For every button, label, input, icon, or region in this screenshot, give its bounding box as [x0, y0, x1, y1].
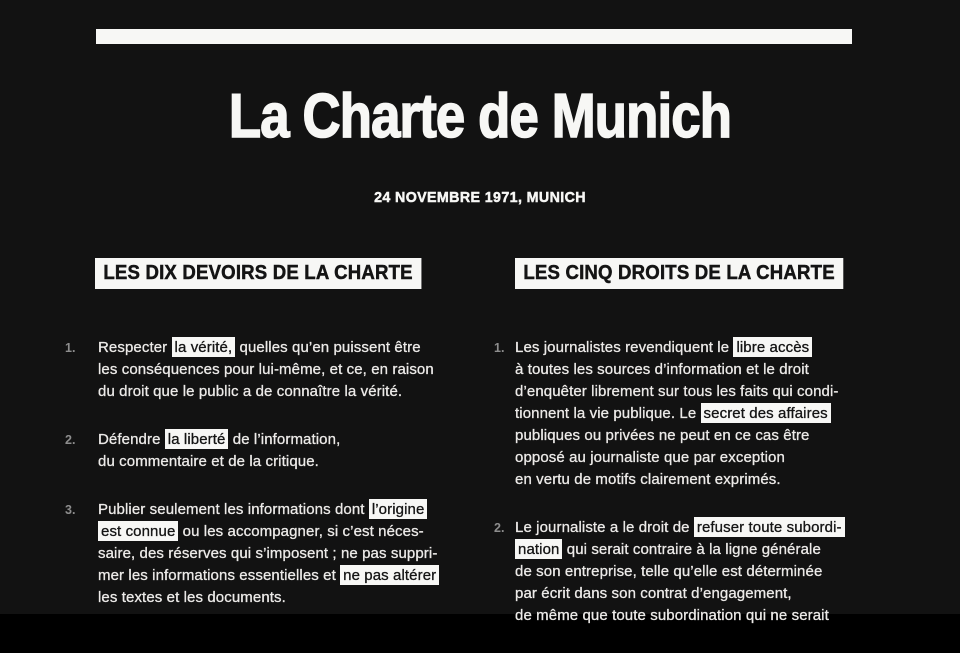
list-item: [65, 429, 447, 473]
item-text: Les journalistes revendiquent le libre accès à toutes les sources d’information et le droit d’enquêter librement sur tous les faits qui condi- tionnent la vie publique. Le secret des affaires publiques ou privées ne peut en ce cas être opposé au journaliste que par exception en vertu de motifs clairement exprimés.: [515, 339, 839, 488]
list-item: [65, 499, 447, 609]
list-item: [494, 517, 860, 627]
section-heading-devoirs: [95, 258, 421, 289]
section-heading-droits: [515, 258, 843, 289]
item-number: 2.: [65, 433, 76, 447]
list-item: [65, 337, 447, 403]
item-text: Défendre la liberté de l’information, du commentaire et de la critique.: [98, 431, 341, 470]
item-number: 3.: [65, 503, 76, 517]
list-item: [494, 337, 860, 491]
page-title: La Charte de Munich: [228, 82, 732, 151]
droits-list: [494, 337, 860, 653]
section-heading-devoirs-label: LES DIX DEVOIRS DE LA CHARTE: [103, 262, 413, 284]
top-rule-decoration: [96, 29, 852, 44]
page-subtitle: 24 NOVEMBRE 1971, MUNICH: [374, 189, 586, 206]
item-number: 2.: [494, 521, 505, 535]
item-text: Respecter la vérité, quelles qu’en puissent être les conséquences pour lui-même, et ce, en raison du droit que le public a de connaître la vérité.: [98, 339, 434, 400]
devoirs-list: [65, 337, 447, 635]
item-text: Le journaliste a le droit de refuser toute subordi- nation qui serait contraire à la ligne générale de son entreprise, telle qu’elle est déterminée par écrit dans son contrat d’engagement, de même que toute subordination qui ne serait: [515, 517, 845, 627]
item-number: 1.: [494, 341, 505, 355]
section-heading-droits-label: LES CINQ DROITS DE LA CHARTE: [523, 262, 835, 284]
item-number: 1.: [65, 341, 76, 355]
item-text: Publier seulement les informations dont l’origine est connue ou les accompagner, si c’est néces- saire, des réserves qui s’imposent ; ne pas suppri- mer les informations essentielles et ne pas altérer les textes et les documents.: [98, 501, 438, 606]
